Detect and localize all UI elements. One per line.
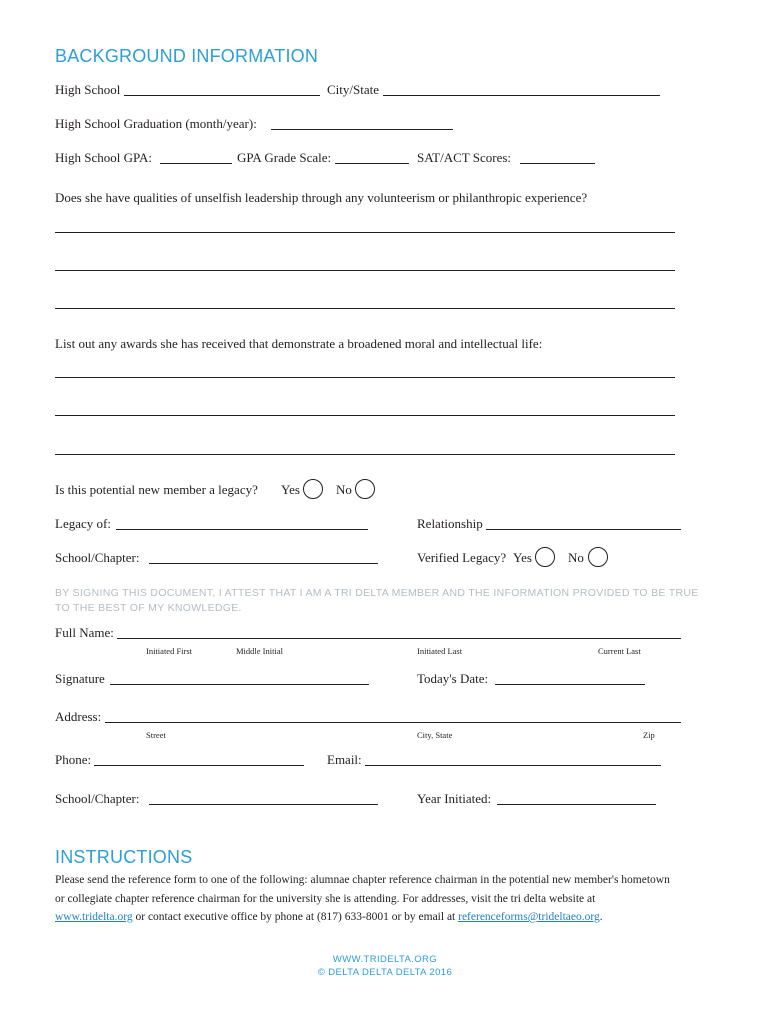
city-state-label: City/State	[327, 82, 379, 97]
gpa-scale-label: GPA Grade Scale:	[237, 150, 332, 165]
graduation-label: High School Graduation (month/year):	[55, 116, 257, 131]
leadership-answer-line[interactable]	[55, 270, 675, 271]
legacy-of-label: Legacy of:	[55, 516, 111, 531]
address-field[interactable]	[105, 722, 681, 723]
email-label: Email:	[327, 752, 362, 767]
awards-question: List out any awards she has received that demonstrate a broadened moral and intellectual life:	[55, 336, 543, 351]
legacy-question: Is this potential new member a legacy?	[55, 482, 258, 497]
verified-yes-label: Yes	[513, 550, 532, 565]
member-school-chapter-label: School/Chapter:	[55, 791, 140, 806]
current-last-caption: Current Last	[598, 646, 641, 656]
awards-answer-line[interactable]	[55, 454, 675, 455]
awards-answer-line[interactable]	[55, 415, 675, 416]
zip-caption: Zip	[643, 730, 655, 740]
instructions-heading: INSTRUCTIONS	[55, 847, 193, 867]
awards-answer-line[interactable]	[55, 377, 675, 378]
phone-field[interactable]	[94, 765, 304, 766]
high-school-label: High School	[55, 82, 121, 97]
leadership-question: Does she have qualities of unselfish leadership through any volunteerism or philanthropic experience?	[55, 190, 588, 205]
email-field[interactable]	[365, 765, 661, 766]
instructions-line: Please send the reference form to one of the following: alumnae chapter reference chairman in the potential new member's hometown	[55, 874, 670, 886]
year-initiated-field[interactable]	[497, 804, 656, 805]
sat-act-field[interactable]	[520, 163, 595, 164]
footer-copyright: © DELTA DELTA DELTA 2016	[317, 967, 453, 978]
year-initiated-label: Year Initiated:	[417, 791, 492, 806]
initiated-first-caption: Initiated First	[146, 646, 193, 656]
attestation-line: TO THE BEST OF MY KNOWLEDGE.	[55, 602, 242, 614]
relationship-field[interactable]	[486, 529, 681, 530]
full-name-label: Full Name:	[55, 625, 114, 640]
verified-yes-radio[interactable]	[535, 547, 555, 567]
middle-initial-caption: Middle Initial	[236, 646, 283, 656]
attestation-line: BY SIGNING THIS DOCUMENT, I ATTEST THAT I AM A TRI DELTA MEMBER AND THE INFORMATION PROVIDED TO BE TRUE	[55, 587, 699, 599]
tridelta-website-link[interactable]: www.tridelta.org	[55, 911, 133, 923]
gpa-scale-field[interactable]	[335, 163, 409, 164]
initiated-last-caption: Initiated Last	[417, 646, 463, 656]
instructions-text-end: .	[599, 911, 603, 923]
verified-legacy-label: Verified Legacy?	[417, 550, 507, 565]
city-state-caption: City, State	[417, 730, 453, 740]
city-state-field[interactable]	[383, 95, 660, 96]
high-school-field[interactable]	[124, 95, 320, 96]
legacy-school-chapter-field[interactable]	[149, 563, 378, 564]
leadership-answer-line[interactable]	[55, 308, 675, 309]
address-label: Address:	[55, 709, 102, 724]
legacy-no-label: No	[336, 482, 352, 497]
legacy-yes-label: Yes	[281, 482, 300, 497]
verified-no-label: No	[568, 550, 584, 565]
leadership-answer-line[interactable]	[55, 232, 675, 233]
graduation-field[interactable]	[271, 129, 453, 130]
gpa-label: High School GPA:	[55, 150, 153, 165]
instructions-line	[55, 908, 603, 927]
signature-field[interactable]	[110, 684, 369, 685]
full-name-field[interactable]	[117, 638, 681, 639]
gpa-field[interactable]	[160, 163, 232, 164]
signature-label: Signature	[55, 671, 105, 686]
street-caption: Street	[146, 730, 166, 740]
todays-date-field[interactable]	[495, 684, 645, 685]
todays-date-label: Today's Date:	[417, 671, 489, 686]
reference-email-link[interactable]: referenceforms@trideltaeo.org	[458, 911, 600, 923]
instructions-text: or contact executive office by phone at (817) 633-8001 or by email at	[132, 911, 459, 923]
instructions-line: or collegiate chapter reference chairman for the university she is attending. For addresses, visit the tri delta website at	[55, 893, 596, 905]
background-heading: BACKGROUND INFORMATION	[55, 46, 319, 66]
legacy-school-chapter-label: School/Chapter:	[55, 550, 140, 565]
sat-act-label: SAT/ACT Scores:	[417, 150, 512, 165]
phone-label: Phone:	[55, 752, 92, 767]
verified-no-radio[interactable]	[588, 547, 608, 567]
member-school-chapter-field[interactable]	[149, 804, 378, 805]
legacy-no-radio[interactable]	[355, 479, 375, 499]
footer-url: WWW.TRIDELTA.ORG	[332, 954, 438, 965]
legacy-of-field[interactable]	[116, 529, 368, 530]
legacy-yes-radio[interactable]	[303, 479, 323, 499]
relationship-label: Relationship	[417, 516, 483, 531]
